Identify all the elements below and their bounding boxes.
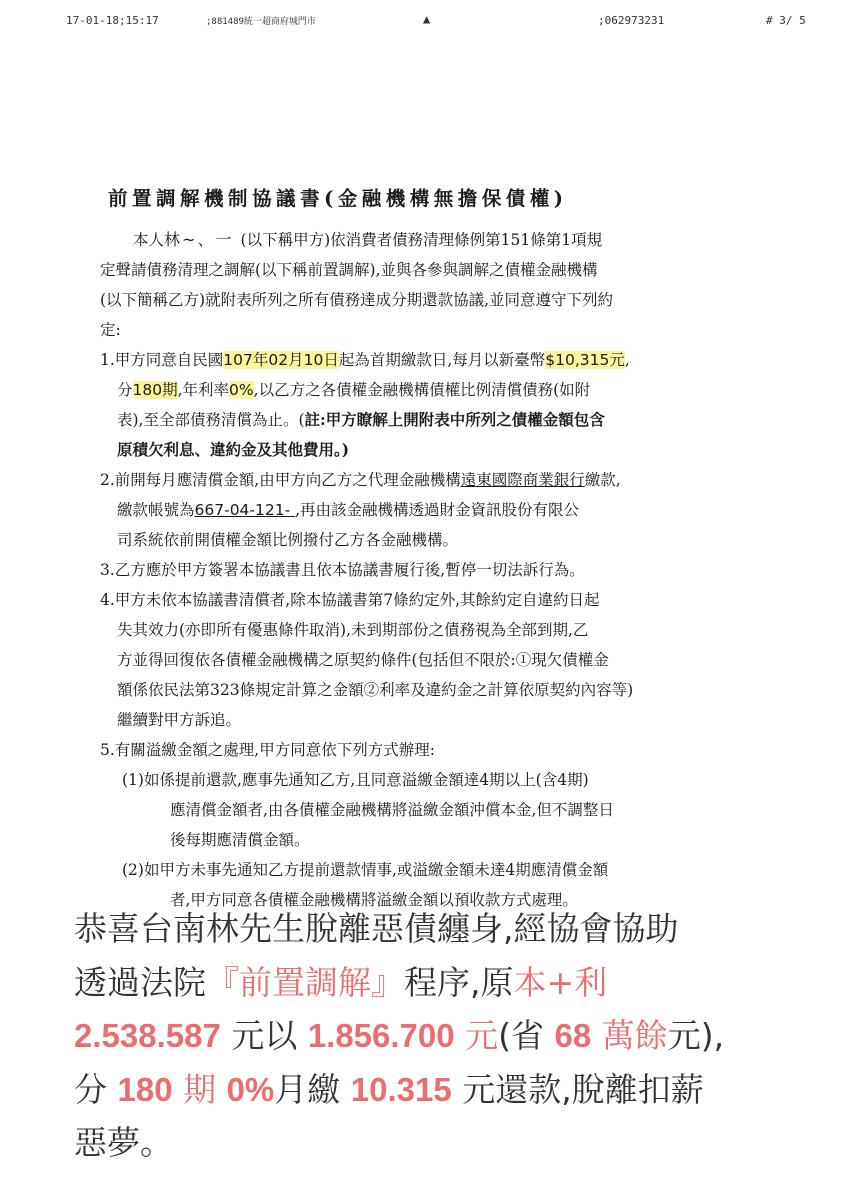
overlay-line-2: 透過法院『前置調解』程序,原本+利 [74, 962, 608, 1002]
overlay-line-5: 惡夢。 [74, 1123, 173, 1162]
clause-3: 3.乙方應於甲方簽署本協議書且依本協議書履行後,暫停一切法訴行為。 [100, 561, 585, 579]
clause-1-line-4: 原積欠利息、違約金及其他費用。) [117, 440, 350, 459]
fax-header [0, 10, 848, 34]
fax-timestamp: 17-01-18;15:17 [66, 14, 159, 27]
account-number: 667-04-121- [194, 501, 291, 519]
clause-2-line-2: 繳款帳號為667-04-121- ,再由該金融機構透過財金資訊股份有限公 [117, 501, 580, 519]
signature-name: 林 [164, 230, 183, 249]
start-date-highlight: 107年02月10日 [223, 351, 339, 369]
clause-5-item-1-line-3: 後每期應清償金額。 [170, 831, 310, 849]
document-title: 前置調解機制協議書(金融機構無擔保債權) [108, 187, 568, 210]
overlay-procedure-name: 『前置調解』 [206, 962, 404, 1002]
clause-5-item-2-line-1: (2)如甲方未事先通知乙方提前還款情事,或溢繳金額未達4期應清償金額 [122, 861, 609, 879]
triangle-icon: ▲ [423, 12, 431, 26]
clause-4-line-2: 失其效力(亦即所有優惠條件取消),未到期部份之債務視為全部到期,乙 [117, 621, 589, 639]
overlay-original-amount: 2.538.587 [74, 1017, 221, 1054]
clause-5-heading: 5.有關溢繳金額之處理,甲方同意依下列方式辦理: [100, 741, 435, 759]
congratulation-overlay [74, 902, 794, 1170]
overlay-line-1: 恭喜台南林先生脫離惡債纏身,經協會協助 [74, 909, 679, 948]
clause-4-line-5: 繼續對甲方訴追。 [117, 711, 242, 729]
clause-1-line-2: 分180期,年利率0%,以乙方之各債權金融機構債權比例清償債務(如附 [117, 381, 591, 399]
intro-line-2: 定聲請債務清理之調解(以下稱前置調解),並與各參與調解之債權金融機構 [100, 261, 598, 279]
fax-page-number: # 3/ 5 [766, 14, 806, 27]
clause-4-line-4: 額係依民法第323條規定計算之金額②利率及違約金之計算依原契約內容等) [117, 681, 634, 699]
clause-5-item-1-line-1: (1)如係提前還款,應事先通知乙方,且同意溢繳金額達4期以上(含4期) [122, 771, 589, 789]
clause-5-item-1-line-2: 應清償金額者,由各債權金融機構將溢繳金額沖償本金,但不調整日 [170, 801, 614, 819]
clause-4-line-3: 方並得回復依各債權金融機構之原契約條件(包括但不限於:①現欠債權金 [117, 651, 609, 669]
intro-line-3: (以下簡稱乙方)就附表所列之所有債務達成分期還款協議,並同意遵守下列約 [100, 291, 614, 309]
clause-5-item-2-line-2: 者,甲方同意各債權金融機構將溢繳金額以預收款方式處理。 [170, 891, 578, 909]
clause-1-line-3: 表),至全部債務清償為止。(註:甲方瞭解上開附表中所列之債權金額包含 [117, 410, 605, 429]
overlay-line-4: 分 180 期 0%月繳 10.315 元還款,脫離扣薪 [74, 1069, 704, 1109]
intro-line-4: 定: [100, 321, 121, 339]
installments-highlight: 180期 [132, 381, 178, 399]
clause-4-line-1: 4.甲方未依本協議書清償者,除本協議書第7條約定外,其餘約定自違約日起 [100, 591, 600, 609]
clause-2-line-1: 2.前開每月應清償金額,由甲方向乙方之代理金融機構遠東國際商業銀行繳款, [100, 471, 621, 489]
overlay-rate: 0% [226, 1070, 275, 1108]
overlay-line-3: 2.538.587 元以 1.856.700 元(省 68 萬餘元), [74, 1016, 725, 1055]
monthly-amount-highlight: $10,315元 [545, 351, 625, 369]
fax-sender: ;881489統一超商府城門市 [206, 17, 316, 27]
fax-phone: ;062973231 [598, 14, 665, 27]
overlay-saved-amount: 68 [554, 1017, 592, 1054]
overlay-installments: 180 [117, 1070, 173, 1108]
clause-1-note: 註:甲方瞭解上開附表中所列之債權金額包含 [304, 410, 605, 429]
overlay-new-amount: 1.856.700 [307, 1017, 455, 1054]
agent-bank-name: 遠東國際商業銀行 [460, 471, 585, 489]
clause-2-line-3: 司系統依前開債權金額比例撥付乙方各金融機構。 [117, 531, 459, 549]
intro-line-1: 本人林~、一 (以下稱甲方)依消費者債務清理條例第151條第1項規 [133, 230, 603, 249]
signature-scribble: ~、一 [182, 230, 241, 249]
interest-rate-highlight: 0% [229, 381, 254, 399]
overlay-monthly-amount: 10.315 [350, 1070, 452, 1108]
clause-1-line-1: 1.甲方同意自民國107年02月10日起為首期繳款日,每月以新臺幣$10,315元, [100, 351, 630, 369]
agreement-document [100, 175, 772, 915]
